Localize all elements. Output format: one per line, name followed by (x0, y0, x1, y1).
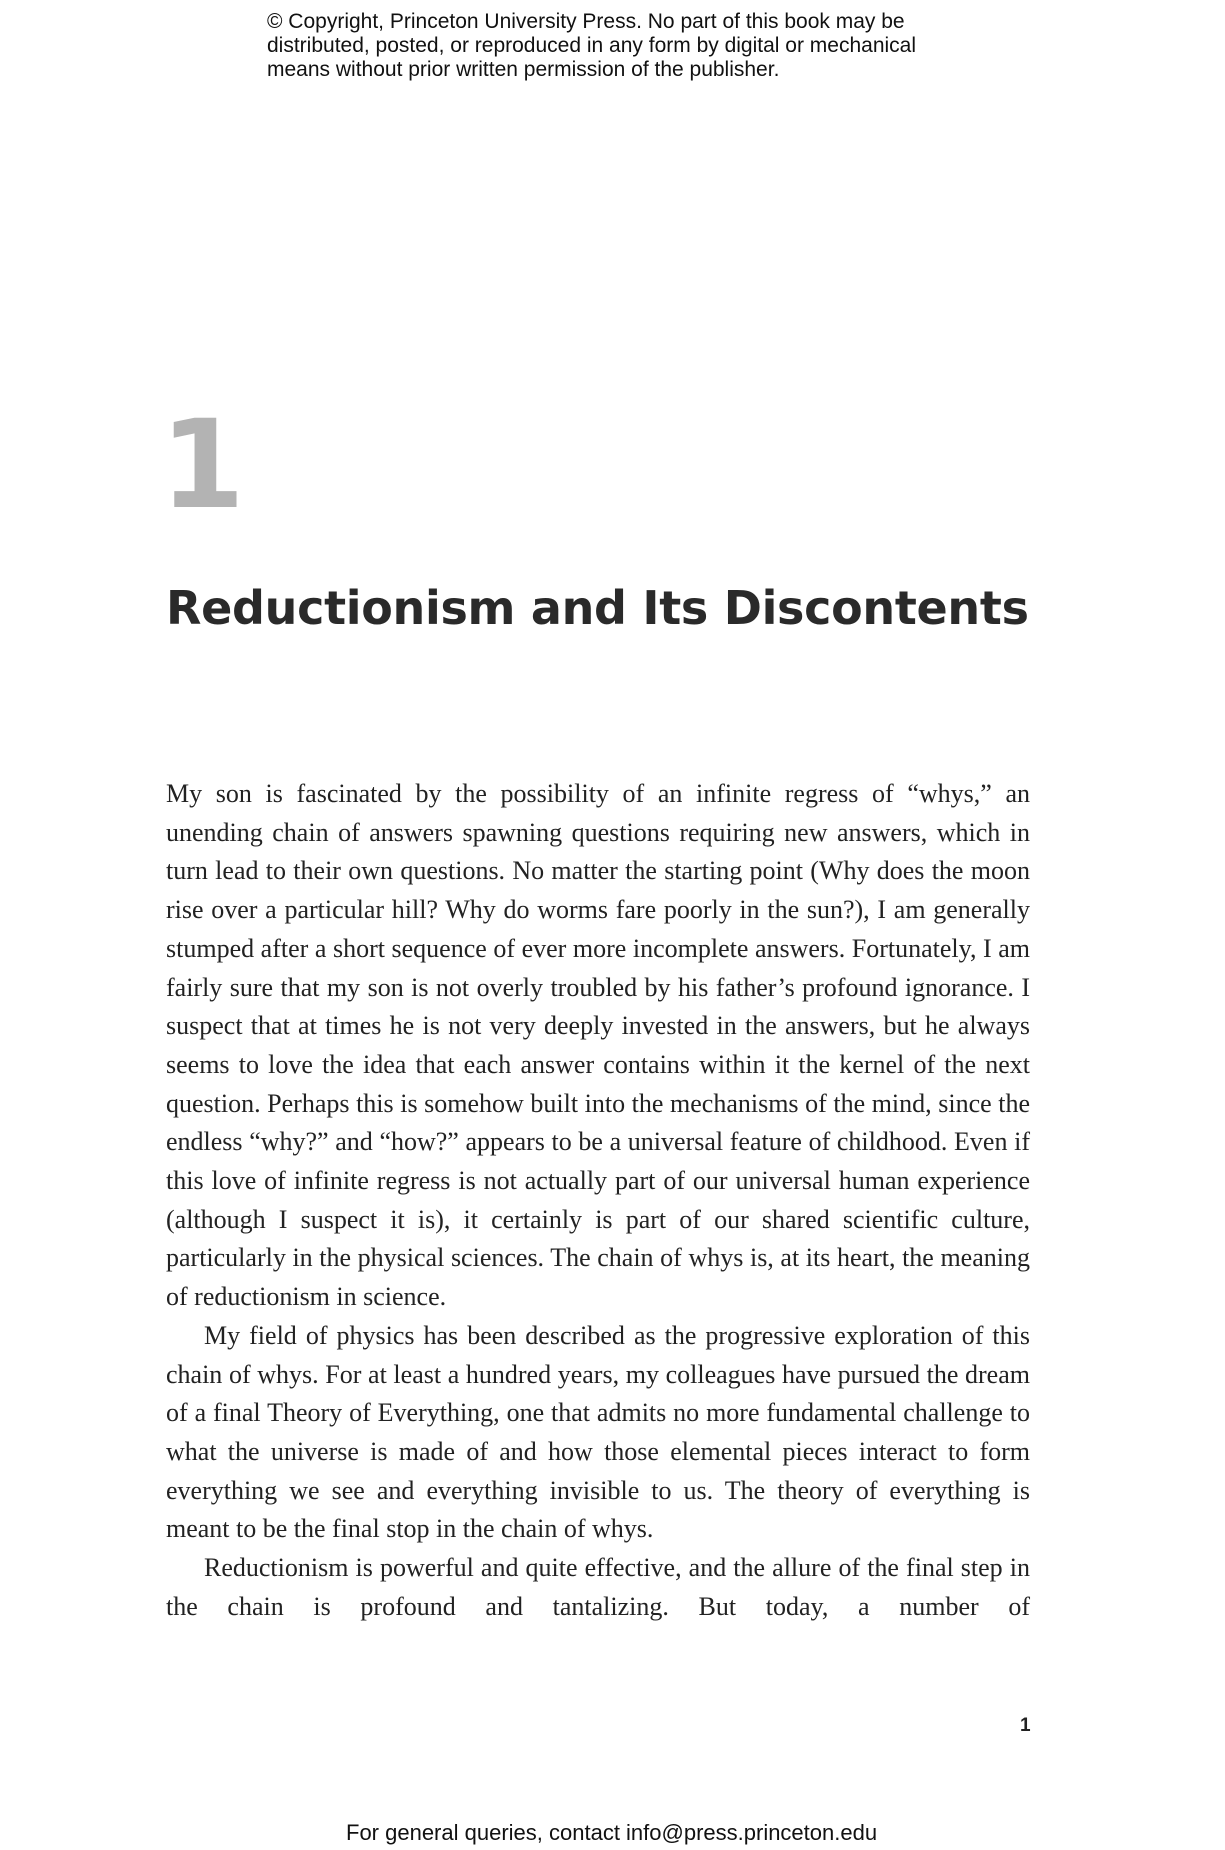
body-text (166, 775, 1030, 1626)
copyright-notice (267, 10, 987, 82)
paragraph: My field of physics has been described as the progressive exploration of this chain of whys. For at least a hundred years, my colleagues have pursued the dream of a final Theory of Everything, one that admits no more fundamental challenge to what the universe is made of and how those elemental pieces interact to form everything we see and everything invisible to us. The theory of everything is meant to be the final stop in the chain of whys. (166, 1320, 1030, 1544)
paragraph: Reductionism is powerful and quite effective, and the allure of the final step in the chain is profound and tantalizing. But today, a number of (166, 1553, 1030, 1621)
copyright-line: © Copyright, Princeton University Press. No part of this book may be (267, 10, 905, 33)
chapter-title: Reductionism and Its Discontents (166, 581, 1029, 635)
paragraph: My son is fascinated by the possibility of an infinite regress of “whys,” an unending chain of answers spawning questions requiring new answers, which in turn lead to their own questions. No matter the starting point (Why does the moon rise over a particular hill? Why do worms fare poorly in the sun?), I am generally stumped after a short sequence of ever more incomplete answers. Fortunately, I am fairly sure that my son is not overly troubled by his father’s profound ignorance. I suspect that at times he is not very deeply invested in the answers, but he always seems to love the idea that each answer contains within it the kernel of the next question. Perhaps this is somehow built into the mechanisms of the mind, since the endless “why?” and “how?” appears to be a universal feature of childhood. Even if this love of infinite regress is not actually part of our universal human experience (although I suspect it is), it certainly is part of our shared scientific culture, particularly in the physical sciences. The chain of whys is, at its heart, the meaning of reductionism in science. (166, 779, 1030, 1312)
chapter-number: 1 (160, 394, 245, 536)
copyright-line: means without prior written permission of the publisher. (267, 58, 780, 81)
page-number: 1 (1020, 1715, 1031, 1736)
copyright-line: distributed, posted, or reproduced in any form by digital or mechanical (267, 34, 917, 57)
footer-contact: For general queries, contact info@press.princeton.edu (346, 1820, 878, 1845)
